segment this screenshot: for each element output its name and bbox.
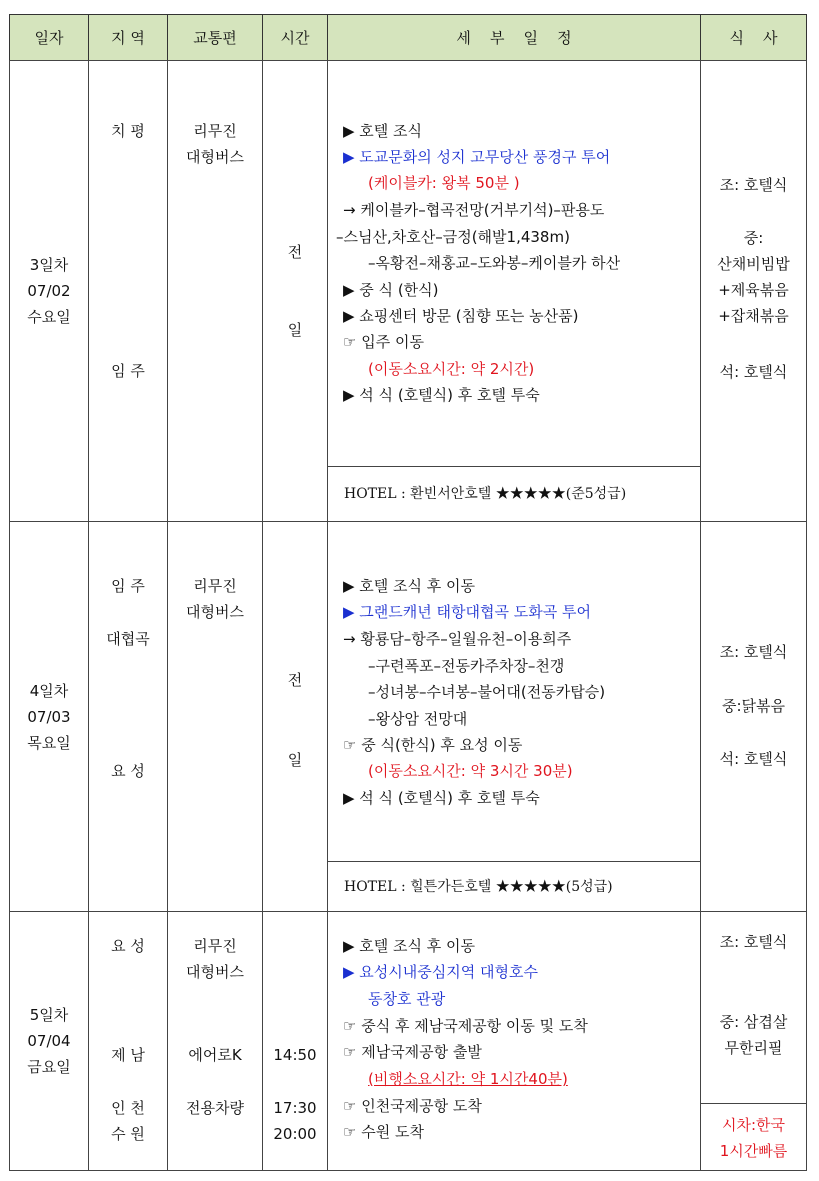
day4-transport-cell — [167, 521, 263, 912]
region-label: 수 원 — [111, 1125, 145, 1143]
region-label: 요 성 — [111, 762, 145, 780]
hotel-info: HOTEL : 힐튼가든호텔 ★★★★★(5성급) — [344, 879, 613, 895]
day4-hotel-cell — [327, 861, 701, 912]
hotel-info: HOTEL : 환빈서안호텔 ★★★★★(준5성급) — [344, 486, 627, 502]
schedule-line: ☞ 중식 후 제남국제공항 이동 및 도착 — [343, 1017, 588, 1035]
day5-time-cell — [262, 911, 328, 1171]
date-label: 07/02 — [27, 282, 71, 300]
day3-transport-cell — [167, 60, 263, 522]
schedule-line: –왕상암 전망대 — [368, 710, 468, 728]
meal-label: 중: 삼겹살 — [719, 1013, 788, 1031]
date-label: 07/04 — [27, 1032, 71, 1050]
header-region: 지 역 — [88, 14, 168, 61]
transport-label: 에어로K — [188, 1046, 242, 1064]
transport-label: 대형버스 — [186, 148, 244, 166]
day4-time-cell — [262, 521, 328, 912]
transport-label: 대형버스 — [186, 963, 244, 981]
meal-label: 조: 호텔식 — [719, 933, 788, 951]
day-label: 4일차 — [29, 681, 69, 700]
transport-label: 리무진 — [193, 937, 237, 955]
day3-date-cell — [9, 60, 89, 522]
schedule-line: ▶ 호텔 조식 — [343, 122, 423, 140]
schedule-line: ▶ 중 식 (한식) — [343, 281, 439, 299]
schedule-line: –구련폭포–전동카주차장–천갱 — [368, 657, 565, 675]
region-label: 요 성 — [111, 937, 145, 955]
weekday-label: 수요일 — [27, 308, 71, 326]
meal-label: +제육볶음 — [718, 281, 789, 299]
header-detail: 세 부 일 정 — [327, 14, 701, 61]
day3-time-cell — [262, 60, 328, 522]
day3-hotel-cell — [327, 466, 701, 522]
schedule-line: ☞ 인천국제공항 도착 — [343, 1097, 482, 1115]
day3-region-cell — [88, 60, 168, 522]
schedule-line: –성녀봉–수녀봉–불어대(전동카탑승) — [368, 683, 606, 701]
transport-label: 대형버스 — [186, 603, 244, 621]
day4-meal-cell — [700, 521, 807, 912]
schedule-line: ▶ 쇼핑센터 방문 (침향 또는 농산품) — [343, 307, 579, 325]
schedule-line: → 케이블카–협곡전망(거부기석)–판용도 — [343, 201, 605, 219]
day-label: 3일차 — [29, 256, 69, 274]
day5-region-cell — [88, 911, 168, 1171]
meal-label: 산채비빔밥 — [717, 255, 790, 273]
schedule-line: ▶ 그랜드캐년 태항대협곡 도화곡 투어 — [343, 603, 591, 621]
schedule-line: ▶ 호텔 조식 후 이동 — [343, 937, 476, 955]
schedule-line: ☞ 수원 도착 — [343, 1123, 424, 1141]
itinerary-table — [9, 14, 807, 1171]
header-date: 일자 — [9, 14, 89, 61]
header-time: 시간 — [262, 14, 328, 61]
schedule-line: –스님산,차호산–금정(해발1,438m) — [336, 228, 570, 246]
meal-label: 조: 호텔식 — [719, 643, 788, 661]
schedule-line: (비행소요시간: 약 1시간40분) — [368, 1070, 568, 1088]
schedule-line: (이동소요시간: 약 3시간 30분) — [368, 762, 573, 780]
schedule-line: ▶ 석 식 (호텔식) 후 호텔 투숙 — [343, 789, 540, 807]
transport-label: 전용차량 — [186, 1099, 244, 1117]
meal-label: 중: — [743, 229, 764, 247]
meal-label: 석: 호텔식 — [719, 750, 788, 768]
weekday-label: 목요일 — [27, 733, 71, 752]
time-label: 14:50 — [273, 1046, 317, 1064]
note-line: 시차:한국 — [721, 1116, 785, 1134]
day4-date-cell — [9, 521, 89, 912]
schedule-line: ▶ 요성시내중심지역 대형호수 — [343, 963, 538, 981]
meal-label: 조: 호텔식 — [719, 176, 788, 194]
date-label: 07/03 — [27, 707, 71, 726]
schedule-line: ☞ 제남국제공항 출발 — [343, 1043, 482, 1061]
meal-label: +잡채볶음 — [718, 307, 789, 325]
day5-meal-cell — [700, 911, 807, 1104]
schedule-line: ▶ 호텔 조식 후 이동 — [343, 577, 476, 595]
schedule-line: 동창호 관광 — [368, 990, 446, 1008]
meal-label: 석: 호텔식 — [719, 363, 788, 381]
note-line: 1시간빠름 — [719, 1142, 788, 1160]
time-label: 전 — [287, 671, 303, 689]
schedule-line: ▶ 도교문화의 성지 고무당산 풍경구 투어 — [343, 148, 611, 166]
region-label: 인 천 — [111, 1099, 145, 1117]
weekday-label: 금요일 — [27, 1058, 71, 1076]
day4-region-cell — [88, 521, 168, 912]
time-label: 17:30 — [273, 1099, 317, 1117]
region-label: 제 남 — [111, 1046, 145, 1064]
schedule-line: (이동소요시간: 약 2시간) — [368, 360, 535, 378]
day4-schedule-cell — [327, 521, 701, 862]
region-label: 임 주 — [111, 362, 145, 380]
schedule-line: –옥황전–채홍교–도와봉–케이블카 하산 — [368, 254, 621, 272]
schedule-line: ☞ 중 식(한식) 후 요성 이동 — [343, 736, 523, 754]
schedule-line: → 황룡담–항주–일월유천–이용희주 — [343, 630, 572, 648]
region-label: 치 평 — [111, 122, 145, 140]
time-difference-note — [700, 1103, 807, 1171]
schedule-line: (케이블카: 왕복 50분 ) — [368, 174, 520, 192]
day-label: 5일차 — [29, 1006, 69, 1024]
day5-schedule-cell — [327, 911, 701, 1171]
day5-transport-cell — [167, 911, 263, 1171]
day5-date-cell — [9, 911, 89, 1171]
region-label: 임 주 — [111, 577, 145, 595]
header-transport: 교통편 — [167, 14, 263, 61]
time-label: 20:00 — [273, 1125, 317, 1143]
day3-meal-cell — [700, 60, 807, 522]
meal-label: 중:닭볶음 — [721, 697, 785, 715]
transport-label: 리무진 — [193, 577, 237, 595]
transport-label: 리무진 — [193, 122, 237, 140]
time-label: 전 — [287, 243, 303, 261]
schedule-line: ☞ 입주 이동 — [343, 333, 424, 351]
day3-schedule-cell — [327, 60, 701, 467]
schedule-line: ▶ 석 식 (호텔식) 후 호텔 투숙 — [343, 386, 540, 404]
region-label: 대협곡 — [106, 630, 150, 648]
time-label: 일 — [287, 321, 303, 339]
time-label: 일 — [287, 751, 303, 769]
header-meal: 식 사 — [700, 14, 807, 61]
meal-label: 무한리필 — [724, 1039, 783, 1057]
